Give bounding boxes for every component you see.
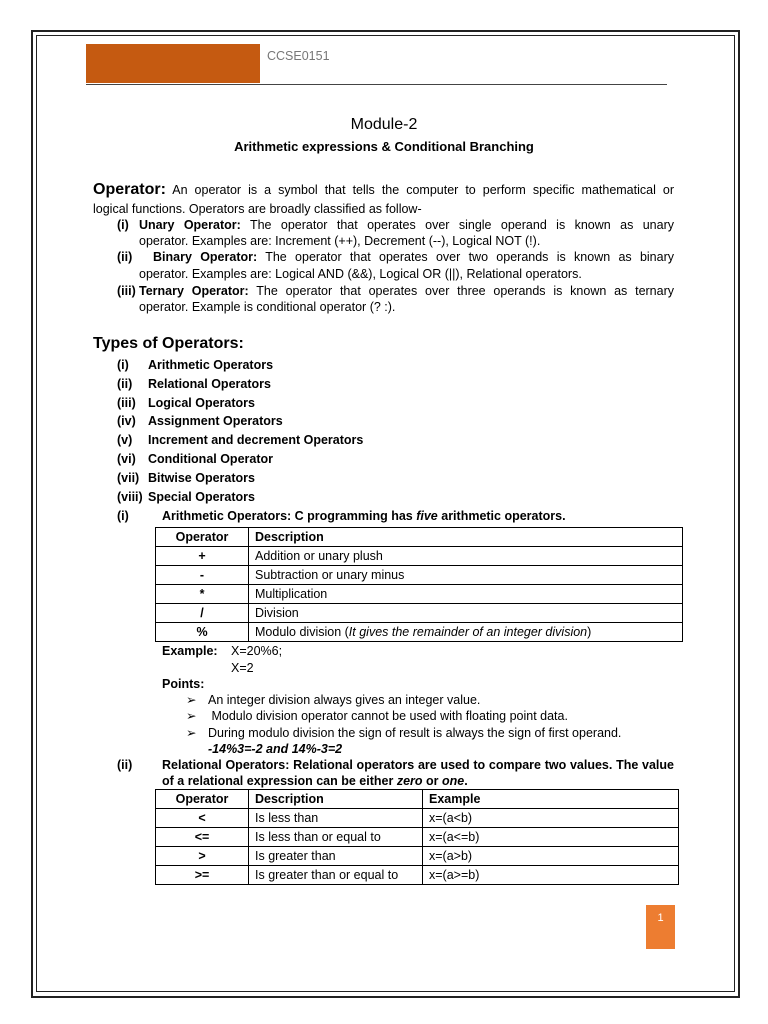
point-item: During modulo division the sign of result is always the sign of first operand.	[208, 725, 622, 740]
types-item-num: (vii)	[117, 470, 140, 485]
course-code: CCSE0151	[267, 49, 330, 63]
table-row: + Addition or unary plush	[156, 547, 683, 566]
types-item-num: (viii)	[117, 489, 143, 504]
arrow-bullet-icon: ➢	[186, 709, 197, 724]
relational-line1: Relational Operators: Relational operators are used to compare two values. The value	[162, 758, 674, 772]
header-accent-block	[86, 44, 260, 83]
operator-heading: Operator:	[93, 181, 166, 198]
arrow-bullet-icon: ➢	[186, 725, 197, 740]
arrow-bullet-icon: ➢	[186, 693, 197, 707]
types-heading: Types of Operators:	[93, 335, 244, 352]
page-subtitle: Arithmetic expressions & Conditional Branching	[234, 139, 534, 154]
types-item-num: (iv)	[117, 414, 136, 429]
example-line2: X=2	[231, 661, 254, 675]
types-item: Conditional Operator	[148, 452, 273, 466]
kind-binary-line1: Binary Operator: The operator that operates over two operands is known as binary	[153, 250, 674, 264]
kind-num: (ii)	[117, 250, 133, 264]
table-header-row: Operator Description	[156, 528, 683, 547]
kind-unary-line2: operator. Examples are: Increment (++), Decrement (--), Logical NOT (!).	[139, 234, 541, 248]
relational-operators-table	[155, 789, 679, 885]
arith-heading: Arithmetic Operators: C programming has five arithmetic operators.	[162, 509, 566, 523]
types-item: Logical Operators	[148, 395, 255, 410]
table-row: > Is greater than x=(a>b)	[156, 847, 679, 866]
table-row: <= Is less than or equal to x=(a<=b)	[156, 828, 679, 847]
kind-binary-line2: operator. Examples are: Logical AND (&&), Logical OR (||), Relational operators.	[139, 267, 582, 281]
page-title: Module-2	[350, 116, 418, 133]
types-item: Increment and decrement Operators	[148, 433, 364, 448]
relational-line2: of a relational expression can be either zero or one.	[162, 774, 468, 788]
kind-ternary-line2: operator. Example is conditional operator (? :).	[139, 300, 396, 314]
types-item-num: (v)	[117, 433, 133, 448]
page-number: 1	[657, 912, 664, 924]
operator-intro-line1: Operator: An operator is a symbol that tells the computer to perform specific mathematical or	[93, 181, 674, 198]
table-row: >= Is greater than or equal to x=(a>=b)	[156, 866, 679, 885]
example-label: Example:	[162, 644, 218, 658]
table-header-row: Operator Description Example	[156, 790, 679, 809]
types-item: Relational Operators	[148, 376, 271, 391]
kind-num: (iii)	[117, 284, 136, 298]
table-row: % Modulo division (It gives the remainder of an integer division)	[156, 623, 683, 642]
types-item: Arithmetic Operators	[148, 358, 274, 372]
types-item: Assignment Operators	[148, 414, 283, 429]
operator-intro-line2: logical functions. Operators are broadly classified as follow-	[93, 202, 422, 216]
table-row: * Multiplication	[156, 585, 683, 604]
header-rule	[86, 84, 667, 85]
types-item: Bitwise Operators	[148, 470, 255, 485]
types-item-num: (ii)	[117, 376, 133, 391]
arith-num: (i)	[117, 509, 129, 523]
relational-num: (ii)	[117, 758, 133, 772]
kind-unary-line1: Unary Operator: The operator that operates over single operand is known as unary	[139, 218, 674, 232]
table-row: / Division	[156, 604, 683, 623]
arithmetic-operators-table	[155, 527, 683, 642]
types-item-num: (i)	[117, 358, 129, 372]
page-number-box	[646, 905, 675, 949]
table-row: < Is less than x=(a<b)	[156, 809, 679, 828]
points-example: -14%3=-2 and 14%-3=2	[208, 742, 343, 756]
example-line1: X=20%6;	[231, 644, 283, 658]
point-item: An integer division always gives an integer value.	[208, 693, 481, 707]
types-item-num: (vi)	[117, 452, 136, 466]
table-row: - Subtraction or unary minus	[156, 566, 683, 585]
kind-num: (i)	[117, 218, 129, 232]
types-item-num: (iii)	[117, 395, 136, 410]
points-label: Points:	[162, 677, 205, 691]
kind-ternary-line1: Ternary Operator: The operator that operates over three operands is known as ternary	[139, 284, 674, 298]
point-item: Modulo division operator cannot be used with floating point data.	[208, 709, 568, 724]
types-item: Special Operators	[148, 489, 255, 504]
